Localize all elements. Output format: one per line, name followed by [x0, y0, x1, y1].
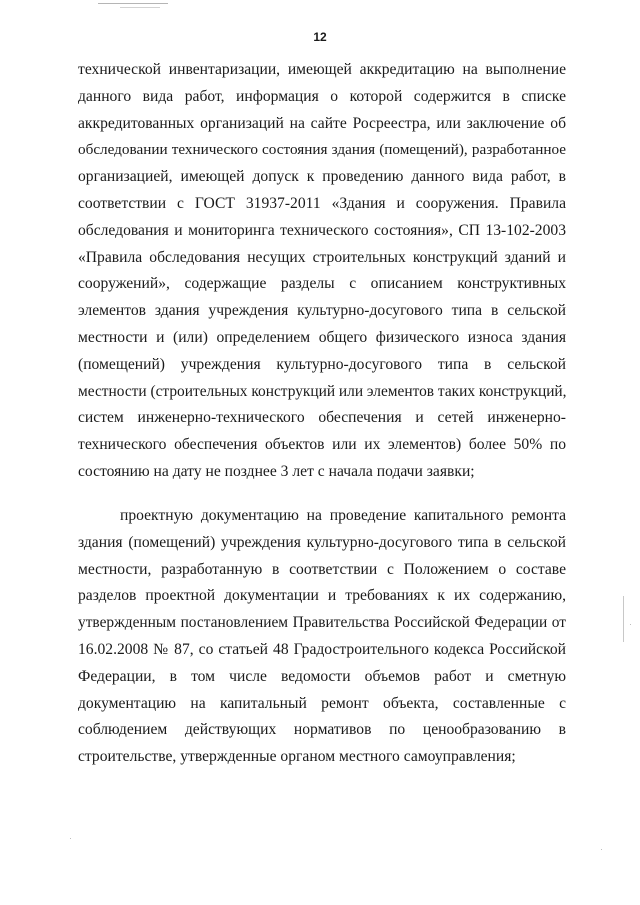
scan-dot [630, 624, 631, 625]
text-line: сооружений», содержащие разделы с описанием конструктивных [78, 275, 566, 293]
scan-dot [70, 838, 71, 839]
text-line: соответствии с ГОСТ 31937-2011 «Здания и сооружения. Правила [78, 194, 566, 212]
text-line: строительстве, утвержденные органом местного самоуправления; [78, 748, 516, 766]
text-line: (помещений) учреждения культурно-досугового типа в сельской [78, 355, 566, 373]
text-line: здания (помещений) учреждения культурно-досугового типа в сельской [78, 533, 566, 551]
text-line: «Правила обследования несущих строительных конструкций зданий и [78, 248, 566, 266]
text-line: проектную документацию на проведение капитального ремонта [120, 507, 566, 524]
text-line: местности (строительных конструкций или элементов таких конструкций, [78, 382, 567, 400]
text-line: технической инвентаризации, имеющей аккредитацию на выполнение [78, 61, 566, 78]
text-line: состоянию на дату не позднее 3 лет с начала подачи заявки; [78, 462, 475, 480]
text-line: данного вида работ, информация о которой содержится в списке [78, 87, 566, 105]
scan-edge-mark [98, 3, 168, 4]
text-line: местности, разработанную в соответствии с Положением о составе [78, 560, 566, 578]
text-line: обследования и мониторинга технического состояния», СП 13-102-2003 [78, 221, 566, 239]
scan-edge-mark [120, 7, 160, 8]
text-line: технического обеспечения объектов или их элементов) более 50% по [78, 436, 566, 454]
text-line: разделов проектной документации и требованиях к их содержанию, [78, 587, 566, 605]
text-line: утвержденным постановлением Правительства Российской Федерации от [78, 614, 566, 632]
text-line: Федерации, в том числе ведомости объемов работ и сметную [78, 667, 566, 685]
page-number: 12 [313, 30, 327, 44]
text-line: обследовании технического состояния здания (помещений), разработанное [78, 141, 566, 159]
text-line: 16.02.2008 № 87, со статьей 48 Градостроительного кодекса Российской [78, 640, 566, 658]
text-line: документацию на капитальный ремонт объекта, составленные с [78, 694, 566, 712]
paragraph-1 [78, 57, 566, 486]
text-line: элементов здания учреждения культурно-досугового типа в сельской [78, 302, 566, 320]
text-line: систем инженерно-технического обеспечения и сетей инженерно- [78, 409, 566, 427]
scan-edge-mark [623, 596, 624, 642]
text-line: аккредитованных организаций на сайте Росреестра, или заключение об [78, 114, 566, 132]
text-line: местности и (или) определением общего физического износа здания [78, 328, 566, 346]
paragraph-2 [78, 503, 566, 771]
text-line: соблюдением действующих нормативов по ценообразованию в [78, 721, 566, 739]
text-line: организацией, имеющей допуск к проведению данного вида работ, в [78, 168, 566, 186]
scan-dot [601, 849, 602, 850]
